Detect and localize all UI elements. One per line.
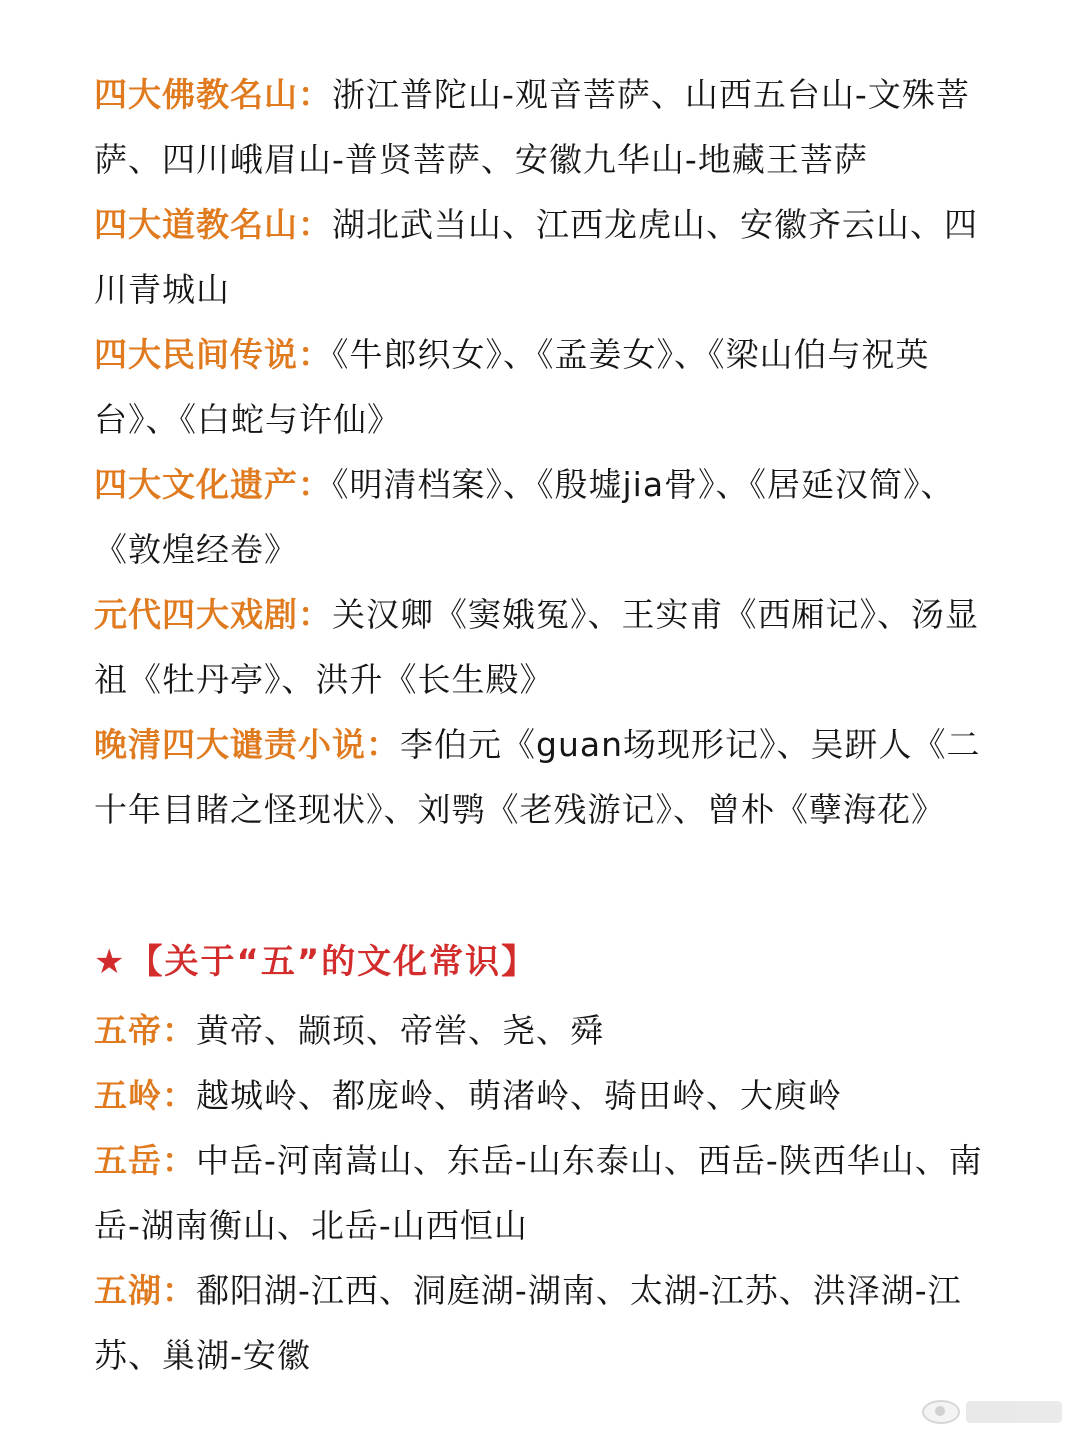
star-icon: ★ — [94, 942, 127, 982]
entry-buddhist-mountains — [94, 62, 1000, 192]
entry-content: 李伯元《guan场现形记》、吴趼人《二十年目睹之怪现状》、刘鹗《老残游记》、曾朴《孽海花》 — [94, 725, 981, 829]
entry-late-qing-novels — [94, 712, 1000, 842]
section-spacer — [94, 842, 1000, 932]
entry-content: 湖北武当山、江西龙虎山、安徽齐云山、四川青城山 — [94, 205, 978, 309]
entry-content: 黄帝、颛顼、帝喾、尧、舜 — [196, 1011, 604, 1050]
entry-label: 四大道教名山： — [94, 205, 332, 244]
entry-yuan-dramas — [94, 582, 1000, 712]
entry-content: 浙江普陀山-观音菩萨、山西五台山-文殊菩萨、四川峨眉山-普贤菩萨、安徽九华山-地藏王菩萨 — [94, 75, 970, 179]
entry-content: 关汉卿《窦娥冤》、王实甫《西厢记》、汤显祖《牡丹亭》、洪升《长生殿》 — [94, 595, 979, 699]
entry-content: 越城岭、都庞岭、萌渚岭、骑田岭、大庾岭 — [196, 1076, 842, 1115]
entry-label: 五岳： — [94, 1141, 196, 1180]
entry-five-emperors — [94, 998, 1000, 1063]
entry-five-great-mountains — [94, 1128, 1000, 1258]
entry-content: 《明清档案》、《殷墟jia骨》、《居延汉简》、《敦煌经卷》 — [94, 465, 955, 569]
entry-folk-legends — [94, 322, 1000, 452]
entry-five-lakes — [94, 1258, 1000, 1388]
entry-taoist-mountains — [94, 192, 1000, 322]
section-title-five — [94, 932, 1000, 992]
entry-label: 晚清四大谴责小说： — [94, 725, 400, 764]
entry-cultural-heritage — [94, 452, 1000, 582]
entry-content: 中岳-河南嵩山、东岳-山东泰山、西岳-陕西华山、南岳-湖南衡山、北岳-山西恒山 — [94, 1141, 983, 1245]
entry-label: 五湖： — [94, 1271, 196, 1310]
entry-five-ridges — [94, 1063, 1000, 1128]
entry-label: 四大佛教名山： — [94, 75, 332, 114]
entry-label: 五帝： — [94, 1011, 196, 1050]
watermark-logo — [922, 1400, 1062, 1424]
entry-content: 鄱阳湖-江西、洞庭湖-湖南、太湖-江苏、洪泽湖-江苏、巢湖-安徽 — [94, 1271, 962, 1375]
entry-content: 《牛郎织女》、《孟姜女》、《梁山伯与祝英台》、《白蛇与许仙》 — [94, 335, 930, 439]
entry-label: 元代四大戏剧： — [94, 595, 332, 634]
entry-label: 四大民间传说： — [94, 335, 332, 374]
entry-label: 五岭： — [94, 1076, 196, 1115]
entry-label: 四大文化遗产： — [94, 465, 332, 504]
watermark-bar — [966, 1401, 1062, 1423]
eye-icon — [922, 1400, 960, 1424]
section-title-text: 【关于“五”的文化常识】 — [128, 942, 538, 982]
